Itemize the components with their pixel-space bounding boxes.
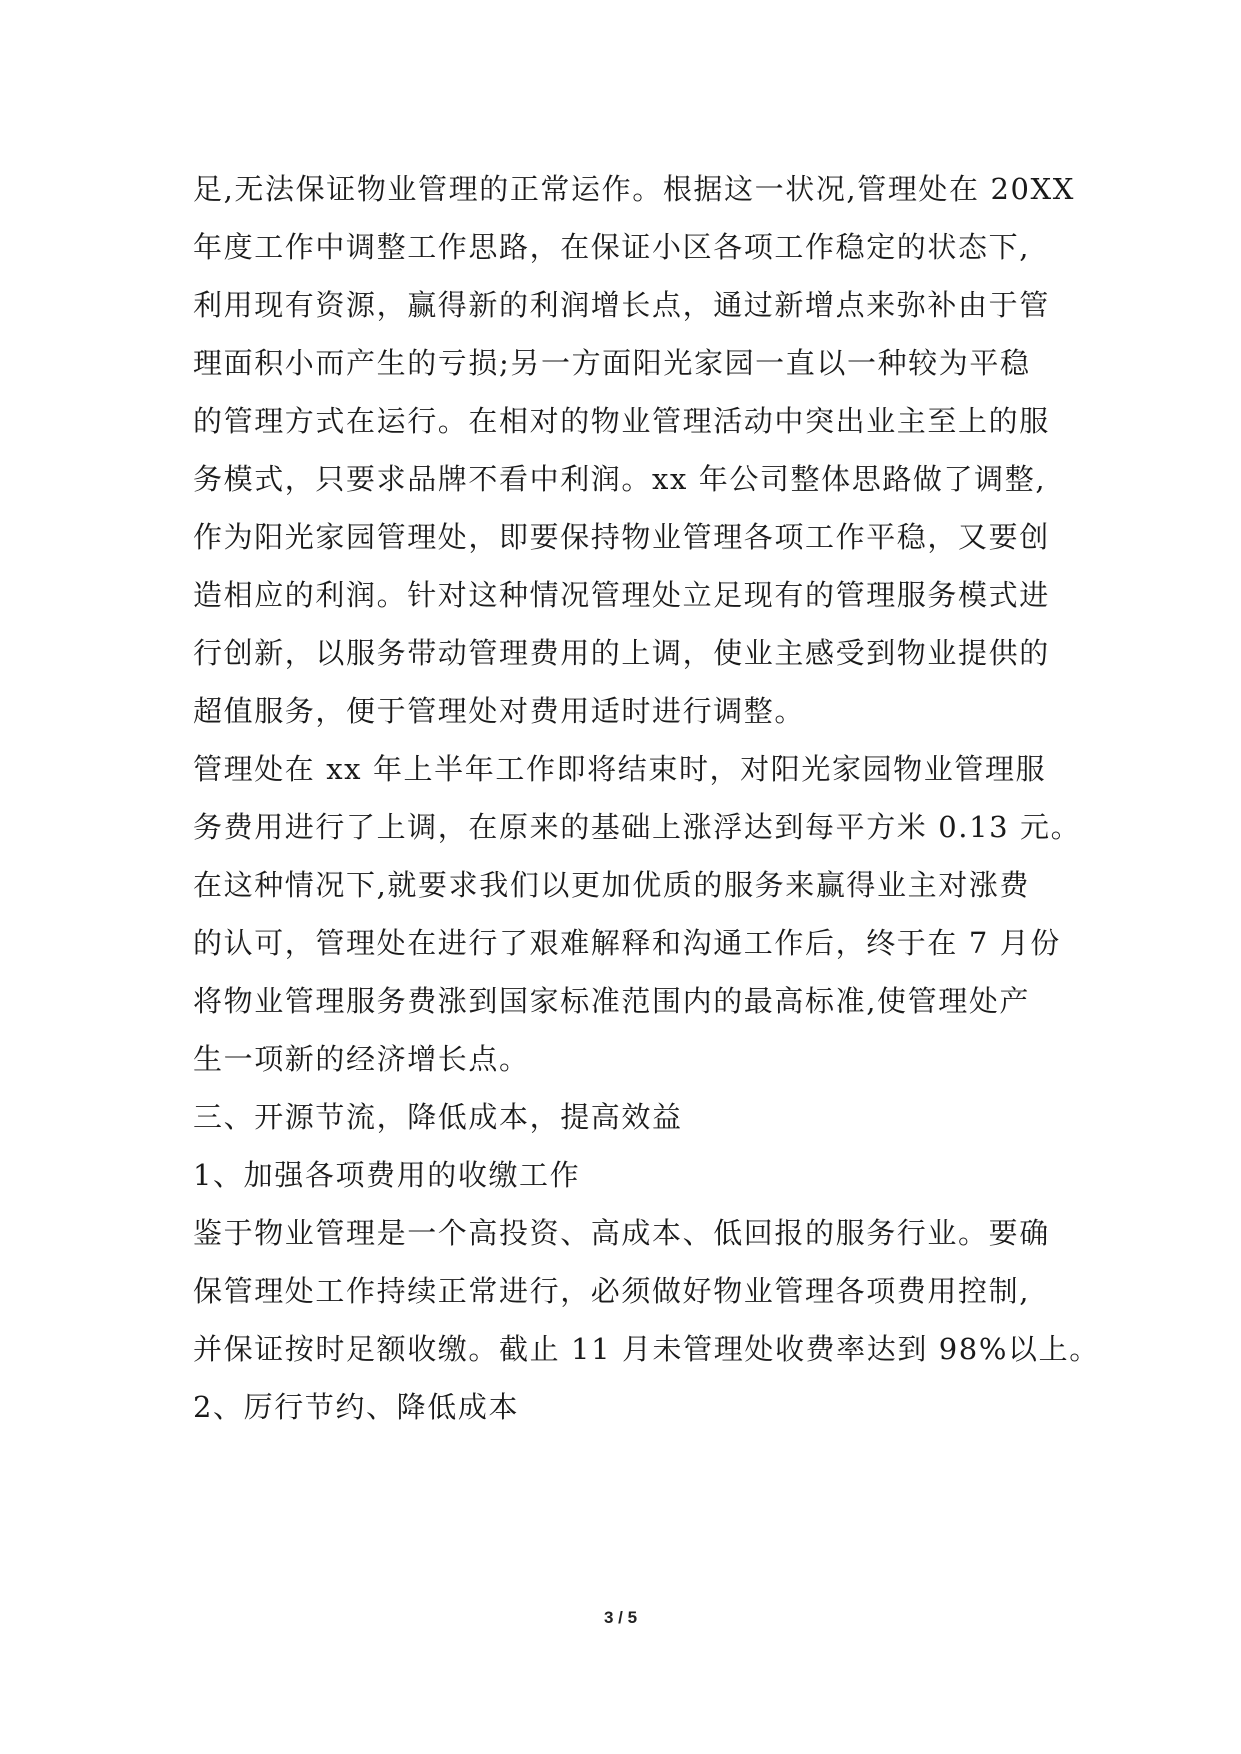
text-line: 管理处在 xx 年上半年工作即将结束时，对阳光家园物业管理服	[193, 752, 1047, 786]
text-line: 并保证按时足额收缴。截止 11 月未管理处收费率达到 98%以上。	[193, 1332, 1100, 1366]
text-line: 超值服务，便于管理处对费用适时进行调整。	[193, 694, 806, 728]
text-line: 足,无法保证物业管理的正常运作。根据这一状况,管理处在 20XX	[193, 172, 1076, 206]
text-line: 的认可，管理处在进行了艰难解释和沟通工作后，终于在 7 月份	[193, 926, 1061, 960]
text-line: 作为阳光家园管理处，即要保持物业管理各项工作平稳，又要创	[193, 520, 1050, 554]
text-line: 鉴于物业管理是一个高投资、高成本、低回报的服务行业。要确	[193, 1216, 1050, 1250]
text-line: 行创新，以服务带动管理费用的上调，使业主感受到物业提供的	[193, 636, 1050, 670]
subsection-heading: 1、加强各项费用的收缴工作	[193, 1158, 581, 1192]
text-line: 将物业管理服务费涨到国家标准范围内的最高标准,使管理处产	[193, 984, 1031, 1018]
text-line: 理面积小而产生的亏损;另一方面阳光家园一直以一种较为平稳	[193, 346, 1031, 380]
text-line: 利用现有资源，赢得新的利润增长点，通过新增点来弥补由于管	[193, 288, 1050, 322]
subsection-heading: 2、厉行节约、降低成本	[193, 1390, 520, 1424]
text-line: 造相应的利润。针对这种情况管理处立足现有的管理服务模式进	[193, 578, 1050, 612]
text-line: 的管理方式在运行。在相对的物业管理活动中突出业主至上的服	[193, 404, 1050, 438]
section-heading: 三、开源节流，降低成本，提高效益	[193, 1100, 683, 1134]
text-line: 生一项新的经济增长点。	[193, 1042, 530, 1076]
document-body	[193, 160, 1100, 1436]
page-number: 3 / 5	[603, 1608, 638, 1627]
text-line: 保管理处工作持续正常进行，必须做好物业管理各项费用控制,	[193, 1274, 1031, 1308]
text-line: 年度工作中调整工作思路，在保证小区各项工作稳定的状态下,	[193, 230, 1031, 264]
text-line: 在这种情况下,就要求我们以更加优质的服务来赢得业主对涨费	[193, 868, 1031, 902]
text-line: 务模式，只要求品牌不看中利润。xx 年公司整体思路做了调整,	[193, 462, 1047, 496]
text-line: 务费用进行了上调，在原来的基础上涨浮达到每平方米 0.13 元。	[193, 810, 1082, 844]
